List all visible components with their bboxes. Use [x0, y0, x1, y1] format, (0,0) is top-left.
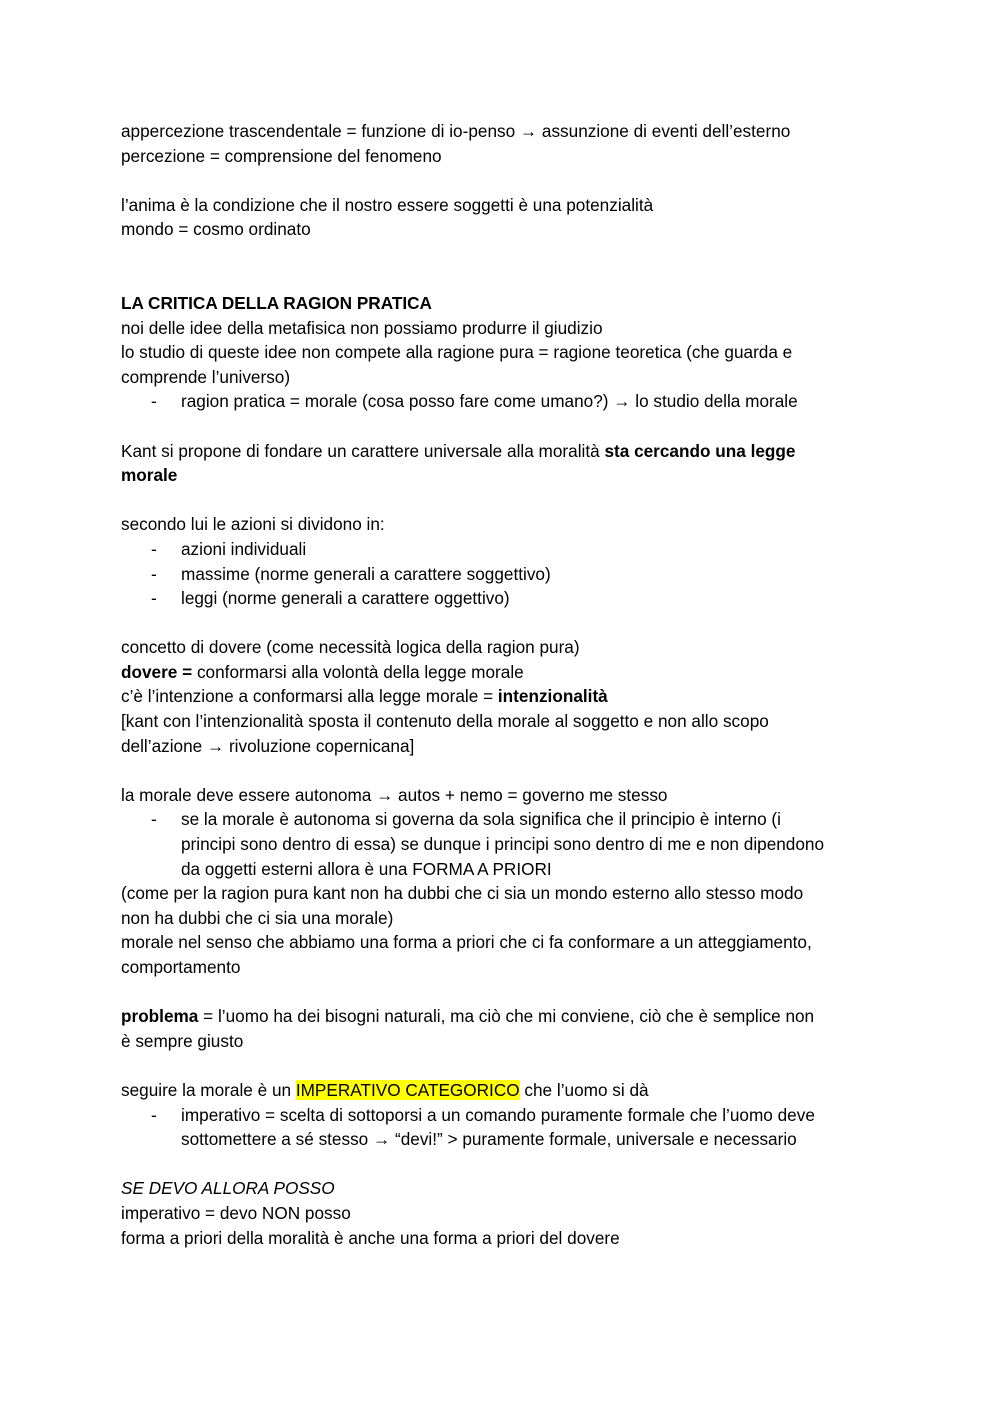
text-line: è sempre giusto	[121, 1030, 244, 1051]
list-item-text: principi sono dentro di essa) se dunque i principi sono dentro di me e non dipendono	[181, 834, 825, 855]
text-line: mondo = cosmo ordinato	[121, 219, 311, 240]
bold-text: problema	[121, 1006, 199, 1027]
text-line: (come per la ragion pura kant non ha dubbi che ci sia un mondo esterno allo stesso modo	[121, 883, 804, 904]
list-item-text: imperativo = scelta di sottoporsi a un comando puramente formale che l’uomo deve	[181, 1104, 815, 1125]
text-line: la morale deve essere autonoma → autos + nemo = governo me stesso	[121, 784, 668, 805]
bullet-dash: -	[151, 1104, 157, 1125]
text-span: conformarsi alla volontà della legge morale	[192, 661, 524, 682]
text-span: seguire la morale è un	[121, 1079, 296, 1100]
list-item-text: sottomettere a sé stesso → “devi!” > puramente formale, universale e necessario	[181, 1129, 797, 1150]
list-item	[121, 807, 881, 832]
bold-text: morale	[121, 465, 178, 486]
list-item-text: da oggetti esterni allora è una FORMA A PRIORI	[181, 858, 552, 879]
text-line: secondo lui le azioni si dividono in:	[121, 514, 385, 535]
list-item	[121, 562, 881, 587]
text-span: = l’uomo ha dei bisogni naturali, ma ciò che mi conviene, ciò che è semplice non	[198, 1006, 815, 1027]
text-line: non ha dubbi che ci sia una morale)	[121, 907, 394, 928]
list-item-continuation	[121, 857, 881, 882]
text-line: comportamento	[121, 957, 241, 977]
text-line: comprende l’universo)	[121, 366, 291, 387]
text-line: l’anima è la condizione che il nostro essere soggetti è una potenzialità	[121, 194, 654, 215]
list-item-text: massime (norme generali a carattere soggettivo)	[181, 563, 551, 584]
list-item	[121, 1103, 881, 1128]
bullet-dash: -	[151, 809, 157, 830]
bullet-dash: -	[151, 588, 157, 609]
bullet-dash: -	[151, 563, 157, 584]
text-line: [kant con l’intenzionalità sposta il contenuto della morale al soggetto e non allo scopo	[121, 711, 769, 732]
bold-text: dovere =	[121, 661, 193, 682]
text-line	[121, 1004, 881, 1029]
list-item-text: ragion pratica = morale (cosa posso fare come umano?) → lo studio della morale	[181, 391, 798, 412]
list-item-continuation	[121, 832, 881, 857]
bold-text: sta cercando una legge	[604, 440, 796, 461]
list-item	[121, 389, 881, 414]
italic-heading: SE DEVO ALLORA POSSO	[121, 1178, 335, 1199]
text-line: lo studio di queste idee non compete alla ragione pura = ragione teoretica (che guarda e	[121, 342, 793, 363]
text-line: morale nel senso che abbiamo una forma a priori che ci fa conformare a un atteggiamento,	[121, 932, 812, 953]
text-line: appercezione trascendentale = funzione di io-penso → assunzione di eventi dell’esterno	[121, 121, 791, 141]
list-item-text: se la morale è autonoma si governa da sola significa che il principio è interno (i	[181, 809, 781, 830]
bullet-dash: -	[151, 391, 157, 412]
text-line	[121, 1078, 881, 1103]
text-line	[121, 439, 881, 464]
list-item	[121, 537, 881, 562]
section-heading: LA CRITICA DELLA RAGION PRATICA	[121, 292, 432, 313]
list-item	[121, 586, 881, 611]
bold-text: intenzionalità	[497, 686, 608, 707]
text-line: concetto di dovere (come necessità logica della ragion pura)	[121, 637, 580, 658]
text-span: che l’uomo si dà	[519, 1079, 649, 1100]
text-span: c’è l’intenzione a conformarsi alla legge morale =	[121, 686, 498, 707]
text-line: forma a priori della moralità è anche una forma a priori del dovere	[121, 1227, 620, 1248]
text-line: noi delle idee della metafisica non possiamo produrre il giudizio	[121, 317, 603, 338]
list-item-continuation	[121, 1127, 881, 1152]
text-line	[121, 684, 881, 709]
text-line	[121, 660, 881, 685]
text-line: dell’azione → rivoluzione copernicana]	[121, 735, 415, 756]
highlighted-text: IMPERATIVO CATEGORICO	[295, 1079, 520, 1100]
text-line: imperativo = devo NON posso	[121, 1202, 351, 1223]
list-item-text: azioni individuali	[181, 538, 307, 559]
list-item-text: leggi (norme generali a carattere oggettivo)	[181, 588, 510, 609]
text-line: percezione = comprensione del fenomeno	[121, 145, 442, 166]
bullet-dash: -	[151, 538, 157, 559]
text-span: Kant si propone di fondare un carattere universale alla moralità	[121, 440, 605, 461]
document-body	[121, 119, 881, 1250]
